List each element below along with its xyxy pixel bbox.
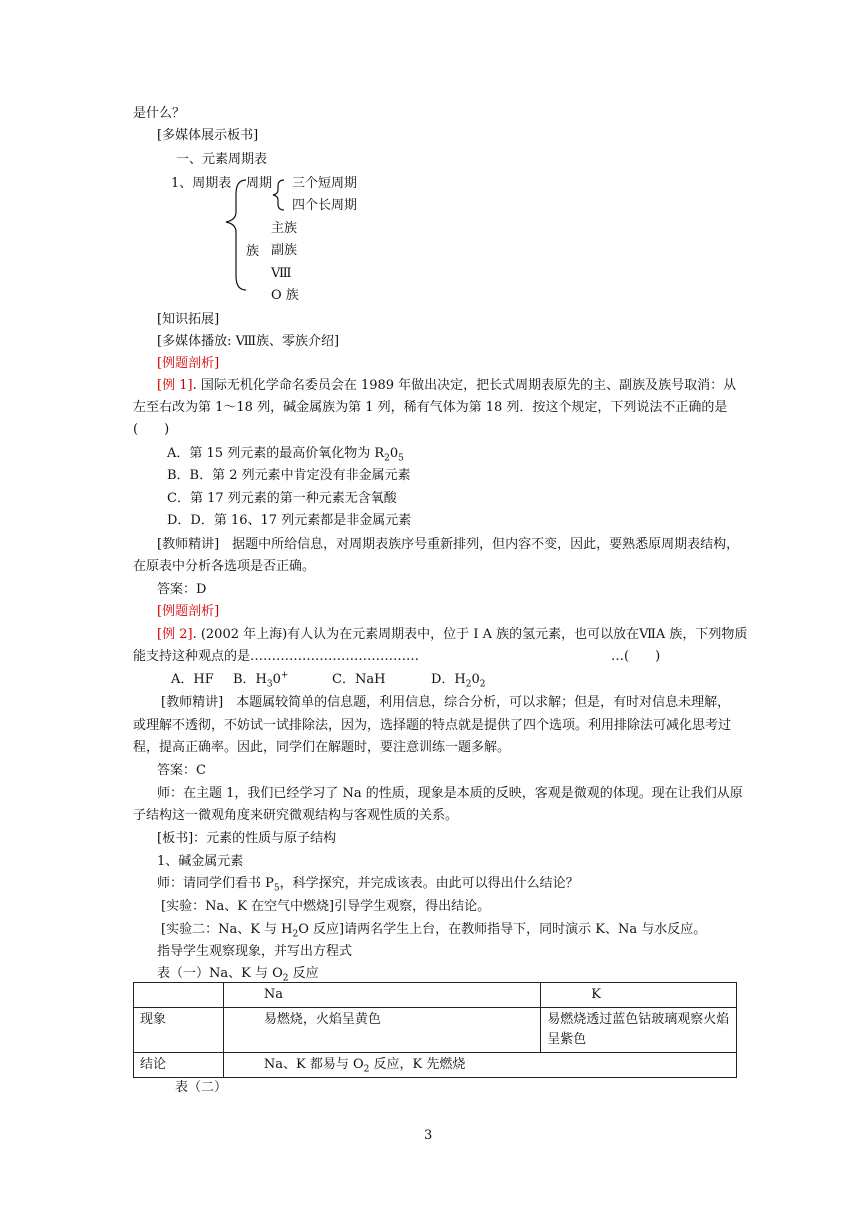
table-cell: 易燃烧透过蓝色钴玻璃观察火焰呈紫色 xyxy=(541,1008,737,1053)
diagram-leaf: 副族 xyxy=(271,243,298,258)
section-heading: 一、元素周期表 xyxy=(176,152,268,167)
text-line: [知识拓展] xyxy=(157,312,220,327)
answer: 答案：D xyxy=(157,582,207,597)
text-line: 子结构这一微观角度来研究微观结构与客观性质的关系。 xyxy=(133,808,459,823)
diagram-leaf: O 族 xyxy=(271,288,299,303)
text-line: ( ) xyxy=(133,422,170,437)
table-cell xyxy=(223,1053,736,1078)
table-header-cell xyxy=(134,983,224,1008)
text-run: ，科学探究，并完成该表。由此可以得出什么结论？ xyxy=(279,876,579,891)
text-line: 程，提高正确率。因此，同学们在解题时，要注意训练一题多解。 xyxy=(133,740,511,755)
text-line: [教师精讲] 本题属较简单的信息题，利用信息，综合分析，可以求解；但是，有时对信息未理解， xyxy=(161,695,731,710)
reaction-table xyxy=(133,982,737,1078)
row-label: 结论 xyxy=(134,1053,224,1078)
text-line: 能支持这种观点的是………………………………… xyxy=(133,649,420,664)
table-title xyxy=(157,964,319,984)
diagram-node-period: 周期 xyxy=(246,176,273,191)
option-text: 0 xyxy=(272,672,281,687)
option-a: A．HF xyxy=(171,672,214,687)
text-run: 反应，K 先燃烧 xyxy=(369,1057,466,1072)
text-line: 在原表中分析各选项是否正确。 xyxy=(133,559,316,574)
table-row xyxy=(134,1053,737,1078)
table-cell: 易燃烧，火焰呈黄色 xyxy=(223,1008,540,1053)
text-line: 或理解不透彻，不妨试一试排除法，因为，选择题的特点就是提供了四个选项。利用排除法可减化思考过 xyxy=(133,718,732,733)
text-line: 1、碱金属元素 xyxy=(157,854,244,869)
answer: 答案：C xyxy=(157,763,206,778)
subscript: 5 xyxy=(398,453,404,464)
diagram-leaf: 主族 xyxy=(271,221,298,236)
text-line: [实验：Na、K 在空气中燃烧]引导学生观察，得出结论。 xyxy=(161,899,491,914)
option-text: 0 xyxy=(471,672,480,687)
subscript: 2 xyxy=(384,453,390,464)
example-tag: [例 2] xyxy=(157,627,193,642)
text-line: 是什么？ xyxy=(133,106,186,121)
example-tag: [例 1] xyxy=(157,378,193,393)
diagram-leaf: Ⅷ xyxy=(271,266,292,281)
option-text: B．H xyxy=(233,672,267,687)
text-line: 指导学生观察现象，并写出方程式 xyxy=(157,944,353,959)
option-a xyxy=(167,444,404,464)
table-row xyxy=(134,1008,737,1053)
example-2-line xyxy=(157,625,747,645)
diagram-root-label: 1、周期表 xyxy=(171,176,232,191)
example-text: . (2002 年上海)有人认为在元素周期表中，位于 I A 族的氢元素，也可以放在ⅦA 族，下列物质 xyxy=(192,627,748,642)
option-b: B．B．第 2 列元素中肯定没有非金属元素 xyxy=(167,468,411,483)
section-label: [例题剖析] xyxy=(157,604,220,619)
text-run: Na、K 都易与 O xyxy=(263,1057,364,1072)
option-text: A．第 15 列元素的最高价氧化物为 R xyxy=(167,446,385,461)
diagram-leaf: 四个长周期 xyxy=(292,198,358,213)
option-c: C．第 17 列元素的第一种元素无含氧酸 xyxy=(167,491,397,506)
subscript: 2 xyxy=(363,1064,370,1075)
table-title: 表（二） xyxy=(175,1080,228,1095)
text-run: 反应 xyxy=(288,966,319,981)
text-line: [多媒体播放: Ⅷ族、零族介绍] xyxy=(157,334,340,349)
text-line: 左至右改为第 1～18 列，碱金属族为第 1 列，稀有气体为第 18 列．按这个规定，下列说法不正确的是 xyxy=(133,400,728,415)
example-text: . 国际无机化学命名委员会在 1989 年做出决定，把长式周期表原先的主、副族及族号取消：从 xyxy=(192,378,737,393)
text-line: …( ) xyxy=(611,649,661,664)
table-header-cell: K xyxy=(541,983,737,1008)
option-text: D．H xyxy=(431,672,466,687)
diagram-node-group: 族 xyxy=(246,244,260,259)
option-text: 0 xyxy=(389,446,399,461)
text-run: 表（一）Na、K 与 O xyxy=(157,966,283,981)
subscript: 2 xyxy=(479,679,486,690)
diagram-leaf: 三个短周期 xyxy=(292,176,358,191)
subscript: 5 xyxy=(273,883,280,894)
text-line: [教师精讲] 据题中所给信息，对周期表族序号重新排列，但内容不变，因此，要熟悉原周期表结构， xyxy=(157,537,740,552)
text-run: [实验二：Na、K 与 H xyxy=(161,922,293,937)
table-header-cell: Na xyxy=(223,983,540,1008)
text-run: 师：请同学们看书 P xyxy=(157,876,274,891)
option-d: D．D．第 16、17 列元素都是非金属元素 xyxy=(167,513,412,528)
section-label: [例题剖析] xyxy=(157,356,220,371)
text-line xyxy=(157,874,579,894)
subscript: 2 xyxy=(465,679,472,690)
page-number: 3 xyxy=(424,1128,433,1143)
text-line: 师：在主题 1，我们已经学习了 Na 的性质，现象是本质的反映，客观是微观的体现。现在让我们从原 xyxy=(157,786,743,801)
example-1-line xyxy=(157,376,736,396)
superscript: + xyxy=(280,670,289,681)
option-b xyxy=(233,670,288,690)
subscript: 3 xyxy=(266,679,273,690)
row-label: 现象 xyxy=(134,1008,224,1053)
text-line: [板书]：元素的性质与原子结构 xyxy=(157,831,337,846)
text-run: O 反应]请两名学生上台，在教师指导下，同时演示 K、Na 与水反应。 xyxy=(298,922,707,937)
option-d xyxy=(431,670,486,690)
subscript: 2 xyxy=(292,929,299,940)
table-header-row xyxy=(134,983,737,1008)
option-c: C．NaH xyxy=(332,672,386,687)
text-line: [多媒体展示板书] xyxy=(157,128,259,143)
small-brace-icon xyxy=(270,176,290,216)
text-line xyxy=(161,920,706,940)
subscript: 2 xyxy=(282,973,289,984)
